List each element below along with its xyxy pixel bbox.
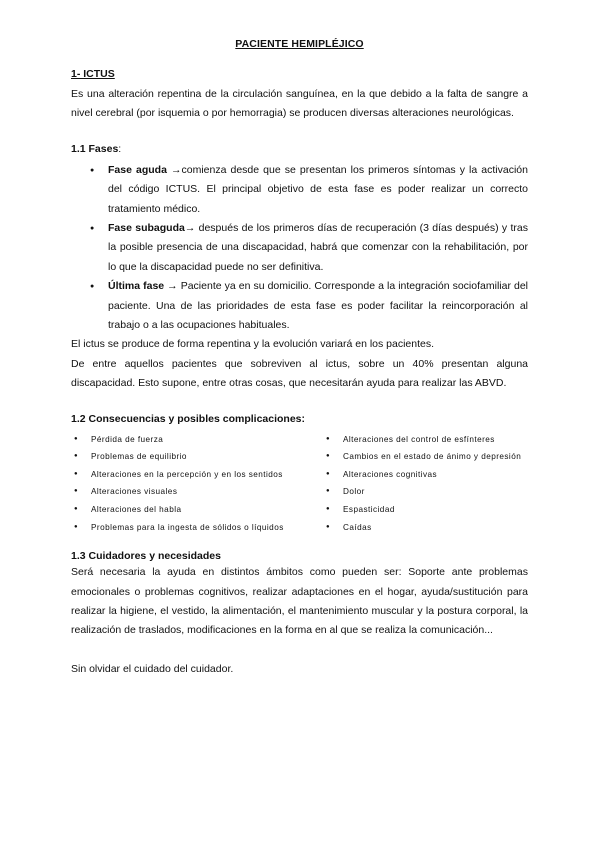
phases-heading-text: 1.1 Fases <box>71 142 119 155</box>
spacer <box>71 641 528 660</box>
list-item: ● Espasticidad <box>343 501 528 519</box>
caregivers-paragraph: Será necesaria la ayuda en distintos ámbitos como pueden ser: Soporte ante problemas emocionales o problemas cognitivos, realizar adaptaciones en el hogar, ayuda/sustitución para realizar la higiene, el vestido, la alimentación, el mantenimiento muscular y la postura corporal, la realización de traslados, modificaciones en la forma en al que se realiza la comunicación... <box>71 566 528 637</box>
list-item: ● Cambios en el estado de ánimo y depresión <box>343 448 528 466</box>
phase-item <box>108 219 528 277</box>
phase-label: Fase subaguda <box>108 222 185 235</box>
consequences-left-column <box>71 431 300 537</box>
caregivers-heading: 1.3 Cuidadores y necesidades <box>71 550 221 563</box>
phases-list <box>71 161 528 336</box>
spacer <box>71 124 528 143</box>
phase-text: → después de los primeros días de recuperación (3 días después) y tras la posible presencia de una discapacidad, habrá que comenzar con la rehabilitación, por lo que la discapacidad puede no ser definitiva. <box>108 222 528 273</box>
phases-heading-colon: : <box>118 142 122 155</box>
spacer <box>71 536 528 550</box>
consequences-columns <box>71 431 528 537</box>
list-item: ● Alteraciones visuales <box>91 483 300 501</box>
list-item: ● Alteraciones cognitivas <box>343 466 528 484</box>
phases-heading <box>71 143 528 155</box>
phase-label: Última fase <box>108 280 165 293</box>
phase-item <box>108 277 528 335</box>
spacer <box>71 394 528 413</box>
list-item: ● Caídas <box>343 519 528 537</box>
consequences-right-column <box>323 431 528 537</box>
disability-paragraph: De entre aquellos pacientes que sobreviven al ictus, sobre un 40% presentan alguna discapacidad. Esto supone, entre otras cosas, que necesitarán ayuda para realizar las ABVD. <box>71 357 528 390</box>
section-ictus-heading: 1- ICTUS <box>71 68 115 80</box>
evolution-paragraph: El ictus se produce de forma repentina y la evolución variará en los pacientes. <box>71 338 435 351</box>
document-page <box>71 38 528 679</box>
page-title: PACIENTE HEMIPLÉJICO <box>235 38 364 50</box>
ictus-definition: Es una alteración repentina de la circulación sanguínea, en la que debido a la falta de sangre a nivel cerebral (por isquemia o por hemorragia) se producen diversas alteraciones neurológicas. <box>71 88 528 120</box>
list-item: ● Alteraciones del habla <box>91 501 300 519</box>
phase-text: → Paciente ya en su domicilio. Corresponde a la integración sociofamiliar del paciente. Una de las prioridades de esta fase es poder facilitar la reincorporación al trabajo o a las ocupaciones habituales. <box>108 280 528 332</box>
list-item: ● Problemas para la ingesta de sólidos o líquidos <box>91 519 300 537</box>
phase-text: →comienza desde que se presentan los primeros síntomas y la activación del código ICTUS. El principal objetivo de esta fase es poder realizar un correcto tratamiento médico. <box>108 163 528 215</box>
phase-label: Fase aguda <box>108 163 167 176</box>
list-item: ● Pérdida de fuerza <box>91 431 300 449</box>
phase-item <box>108 161 528 219</box>
consequences-heading: 1.2 Consecuencias y posibles complicaciones: <box>71 412 306 425</box>
list-item: ● Dolor <box>343 483 528 501</box>
list-item: ● Problemas de equilibrio <box>91 448 300 466</box>
list-item: ● Alteraciones en la percepción y en los sentidos <box>91 466 300 484</box>
list-item: ● Alteraciones del control de esfínteres <box>343 431 528 449</box>
closing-line: Sin olvidar el cuidado del cuidador. <box>71 662 234 675</box>
